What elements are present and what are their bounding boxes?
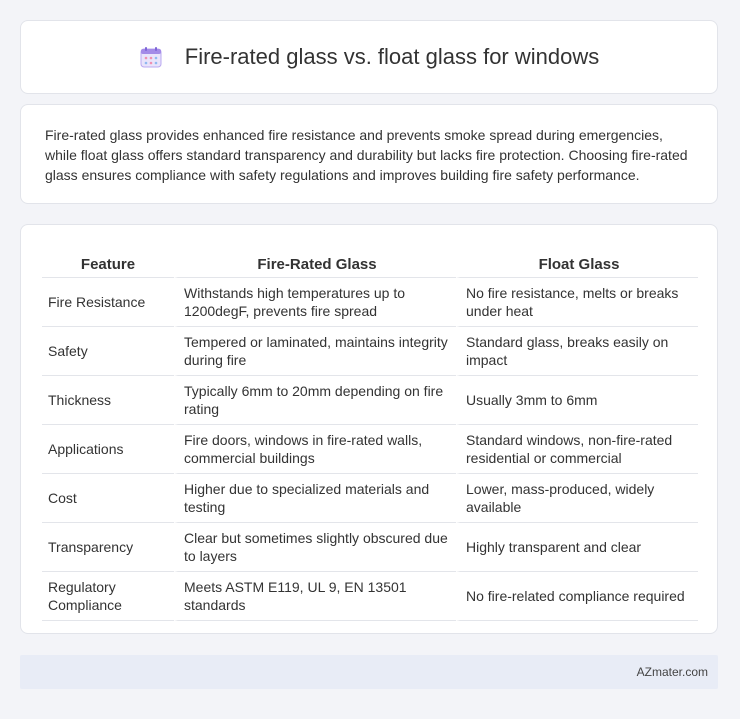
table-row [42,327,698,376]
float-cell: Standard glass, breaks easily on impact [456,327,698,376]
calendar-icon [139,45,163,69]
float-cell: Standard windows, non-fire-rated residential or commercial [456,425,698,474]
fire-rated-cell: Tempered or laminated, maintains integrity during fire [174,327,456,376]
fire-rated-cell: Higher due to specialized materials and testing [174,474,456,523]
feature-cell: Safety [42,327,174,376]
footer [20,655,718,689]
fire-rated-cell: Withstands high temperatures up to 1200degF, prevents fire spread [174,278,456,327]
feature-cell: Applications [42,425,174,474]
title-card [20,20,718,94]
comparison-table-card [20,224,718,634]
header-float-glass: Float Glass [456,245,698,278]
fire-rated-cell: Meets ASTM E119, UL 9, EN 13501 standards [174,572,456,621]
table-row [42,278,698,327]
feature-cell: Thickness [42,376,174,425]
fire-rated-cell: Typically 6mm to 20mm depending on fire rating [174,376,456,425]
fire-rated-cell: Fire doors, windows in fire-rated walls, commercial buildings [174,425,456,474]
header-fire-rated-glass: Fire-Rated Glass [174,245,456,278]
table-row [42,376,698,425]
comparison-table [42,245,698,621]
table-row [42,474,698,523]
feature-cell: Fire Resistance [42,278,174,327]
page-title: Fire-rated glass vs. float glass for windows [184,44,600,69]
feature-cell: Cost [42,474,174,523]
float-cell: No fire-related compliance required [456,572,698,621]
table-row [42,523,698,572]
float-cell: Lower, mass-produced, widely available [456,474,698,523]
header-feature: Feature [42,245,174,278]
feature-cell: Transparency [42,523,174,572]
intro-card [20,104,718,204]
table-row [42,572,698,621]
intro-text: Fire-rated glass provides enhanced fire resistance and prevents smoke spread during emergencies, while float glass offers standard transparency and durability but lacks fire protection. Choosing fire-rated glass ensures compliance with safety regulations and improves building fire safety performance. [45,127,688,183]
float-cell: Highly transparent and clear [456,523,698,572]
table-header-row [42,245,698,278]
fire-rated-cell: Clear but sometimes slightly obscured due to layers [174,523,456,572]
feature-cell: Regulatory Compliance [42,572,174,621]
float-cell: No fire resistance, melts or breaks under heat [456,278,698,327]
float-cell: Usually 3mm to 6mm [456,376,698,425]
footer-brand[interactable]: AZmater.com [636,665,708,679]
table-row [42,425,698,474]
